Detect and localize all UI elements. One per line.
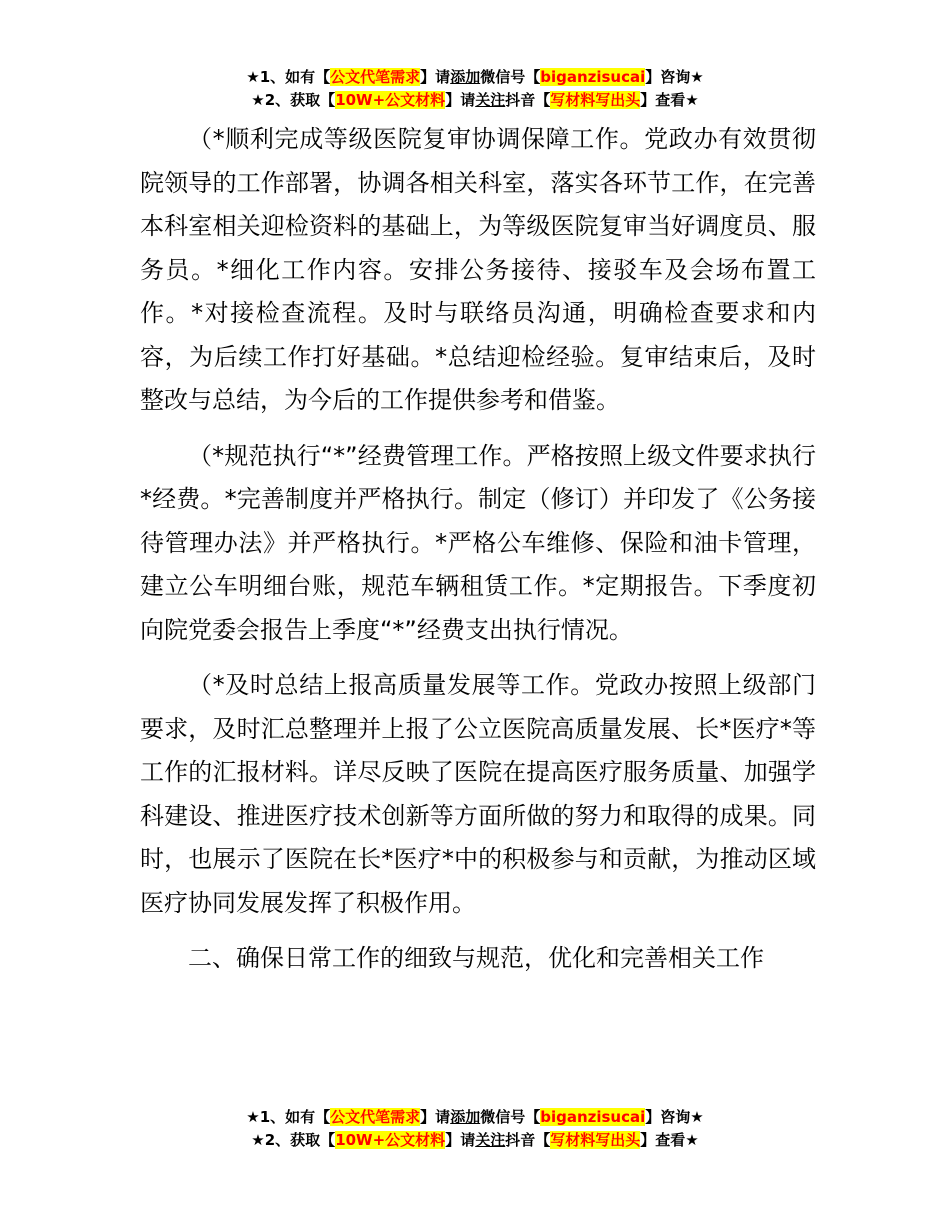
underlined-text: 添加 <box>450 1108 481 1126</box>
highlight-service: 公文代笔需求 <box>330 68 421 86</box>
banner-text: 抖音【 <box>505 91 551 109</box>
section-heading: 二、确保日常工作的细致与规范，优化和完善相关工作 <box>188 944 764 972</box>
highlight-wechat-id: biganzisucai <box>540 68 646 86</box>
banner-line-1 <box>0 66 950 89</box>
banner-text: ★2、获取【 <box>251 1131 336 1149</box>
banner-text: 】请 <box>445 1131 476 1149</box>
banner-text: 微信号【 <box>480 1108 541 1126</box>
document-body <box>140 118 816 1005</box>
banner-text: ★1、如有【 <box>246 68 331 86</box>
banner-text: 】请 <box>420 68 451 86</box>
banner-text: 】查看★ <box>640 91 699 109</box>
banner-text: 】请 <box>445 91 476 109</box>
banner-text: ★1、如有【 <box>246 1108 331 1126</box>
banner-text: 抖音【 <box>505 1131 551 1149</box>
header-banner <box>0 66 950 112</box>
paragraph-3: （*及时总结上报高质量发展等工作。党政办按照上级部门要求，及时汇总整理并上报了公立医院高质量发展、长*医疗*等工作的汇报材料。详尽反映了医院在提高医疗服务质量、加强学科建设、推进医疗技术创新等方面所做的努力和取得的成果。同时，也展示了医院在长*医疗*中的积极参与和贡献，为推动区域医疗协同发展发挥了积极作用。 <box>140 671 816 917</box>
highlight-douyin: 写材料写出头 <box>550 91 641 109</box>
underlined-text: 关注 <box>475 1131 506 1149</box>
highlight-materials: 10W+公文材料 <box>335 1131 446 1149</box>
banner-text: 】查看★ <box>640 1131 699 1149</box>
banner-line-1 <box>0 1106 950 1129</box>
highlight-service: 公文代笔需求 <box>330 1108 421 1126</box>
banner-text: ★2、获取【 <box>251 91 336 109</box>
paragraph-1: （*顺利完成等级医院复审协调保障工作。党政办有效贯彻院领导的工作部署，协调各相关科室，落实各环节工作，在完善本科室相关迎检资料的基础上，为等级医院复审当好调度员、服务员。*细化工作内容。安排公务接待、接驳车及会场布置工作。*对接检查流程。及时与联络员沟通，明确检查要求和内容，为后续工作打好基础。*总结迎检经验。复审结束后，及时整改与总结，为今后的工作提供参考和借鉴。 <box>140 125 816 414</box>
highlight-materials: 10W+公文材料 <box>335 91 446 109</box>
underlined-text: 添加 <box>450 68 481 86</box>
underlined-text: 关注 <box>475 91 506 109</box>
footer-banner <box>0 1106 950 1152</box>
banner-text: 】咨询★ <box>645 1108 704 1126</box>
highlight-douyin: 写材料写出头 <box>550 1131 641 1149</box>
banner-text: 】咨询★ <box>645 68 704 86</box>
paragraph-2: （*规范执行“*”经费管理工作。严格按照上级文件要求执行*经费。*完善制度并严格执行。制定（修订）并印发了《公务接待管理办法》并严格执行。*严格公车维修、保险和油卡管理，建立公车明细台账，规范车辆租赁工作。*定期报告。下季度初向院党委会报告上季度“*”经费支出执行情况。 <box>140 441 816 644</box>
banner-line-2 <box>0 89 950 112</box>
highlight-wechat-id: biganzisucai <box>540 1108 646 1126</box>
banner-text: 微信号【 <box>480 68 541 86</box>
banner-text: 】请 <box>420 1108 451 1126</box>
banner-line-2 <box>0 1129 950 1152</box>
